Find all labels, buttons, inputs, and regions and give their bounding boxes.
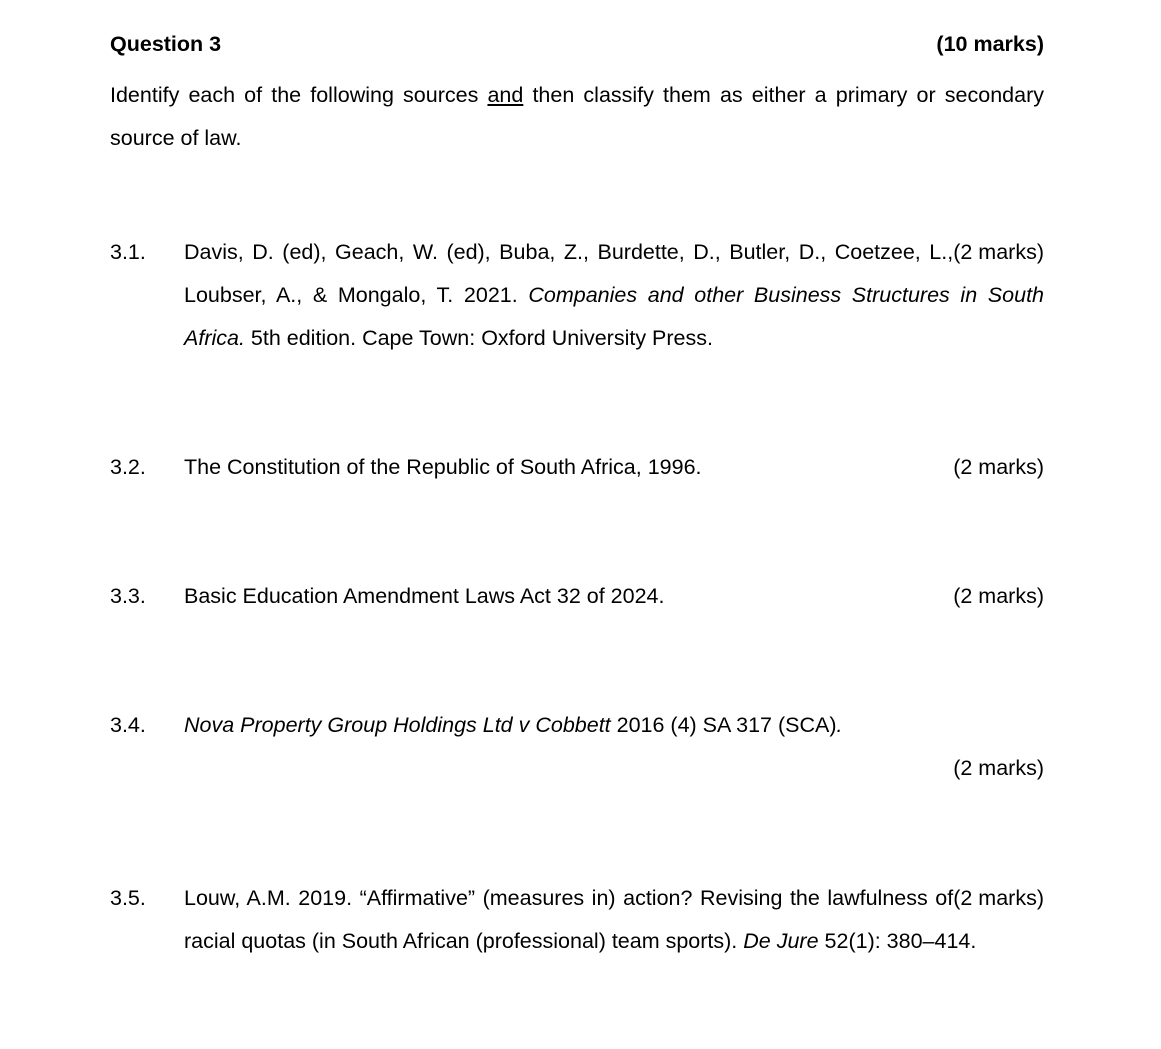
item-segment: 2016 (4) SA 317 (SCA) — [610, 712, 837, 737]
question-total-marks: (10 marks) — [936, 32, 1044, 56]
answer-space-3-2 — [110, 489, 1044, 575]
item-segment-italic: Nova Property Group Holdings Ltd v Cobbett — [184, 712, 611, 737]
item-body — [184, 575, 1044, 618]
item-marks: (2 marks) — [953, 583, 1044, 608]
question-heading-row — [110, 34, 1044, 56]
question-item-3-3 — [110, 575, 1044, 618]
item-number: 3.3. — [110, 583, 146, 608]
item-marks: (2 marks) — [953, 755, 1044, 780]
instruction-text-after: then classify them as either a primary or secondary source of law. — [110, 82, 1044, 150]
item-body — [184, 704, 1044, 790]
item-segment-italic: Companies and other Business Structures in South Africa. — [184, 282, 1044, 350]
question-instruction-paragraph — [110, 74, 1044, 160]
item-body — [184, 877, 1044, 963]
item-number: 3.5. — [110, 885, 146, 910]
item-segment-italic: De Jure — [743, 928, 819, 953]
item-segment: Louw, A.M. 2019. “Affirmative” (measures in) action? Revising the lawfulness of racial quotas (in South African (professional) team sports). — [184, 885, 954, 953]
question-item-3-2 — [110, 446, 1044, 489]
item-body — [184, 231, 1044, 360]
question-item-3-5 — [110, 877, 1044, 963]
instruction-text-before: Identify each of the following sources — [110, 82, 488, 107]
item-segment: Basic Education Amendment Laws Act 32 of 2024. — [184, 583, 665, 608]
question-item-3-4 — [110, 704, 1044, 790]
item-marks: (2 marks) — [953, 239, 1044, 264]
item-segment-italic: . — [836, 712, 843, 737]
item-marks: (2 marks) — [953, 454, 1044, 479]
item-segment: 5th edition. Cape Town: Oxford University Press. — [244, 325, 713, 350]
answer-space-3-3 — [110, 618, 1044, 704]
answer-space-3-1 — [110, 360, 1044, 446]
item-body — [184, 446, 1044, 489]
item-number: 3.2. — [110, 454, 146, 479]
question-item-3-1 — [110, 231, 1044, 360]
item-number: 3.4. — [110, 712, 146, 737]
answer-space-intro — [110, 160, 1044, 231]
item-number: 3.1. — [110, 239, 146, 264]
question-title: Question 3 — [110, 32, 222, 56]
item-segment: Davis, D. (ed), Geach, W. (ed), Buba, Z., Burdette, D., Butler, D., Coetzee, L., Loubser, A., & Mongalo, T. 2021. — [184, 239, 954, 307]
answer-space-3-4 — [110, 790, 1044, 877]
item-marks: (2 marks) — [953, 885, 1044, 910]
document-content — [110, 34, 1044, 963]
item-segment: The Constitution of the Republic of South Africa, 1996. — [184, 454, 702, 479]
instruction-underlined-word: and — [487, 82, 524, 107]
item-segment: 52(1): 380–414. — [818, 928, 977, 953]
